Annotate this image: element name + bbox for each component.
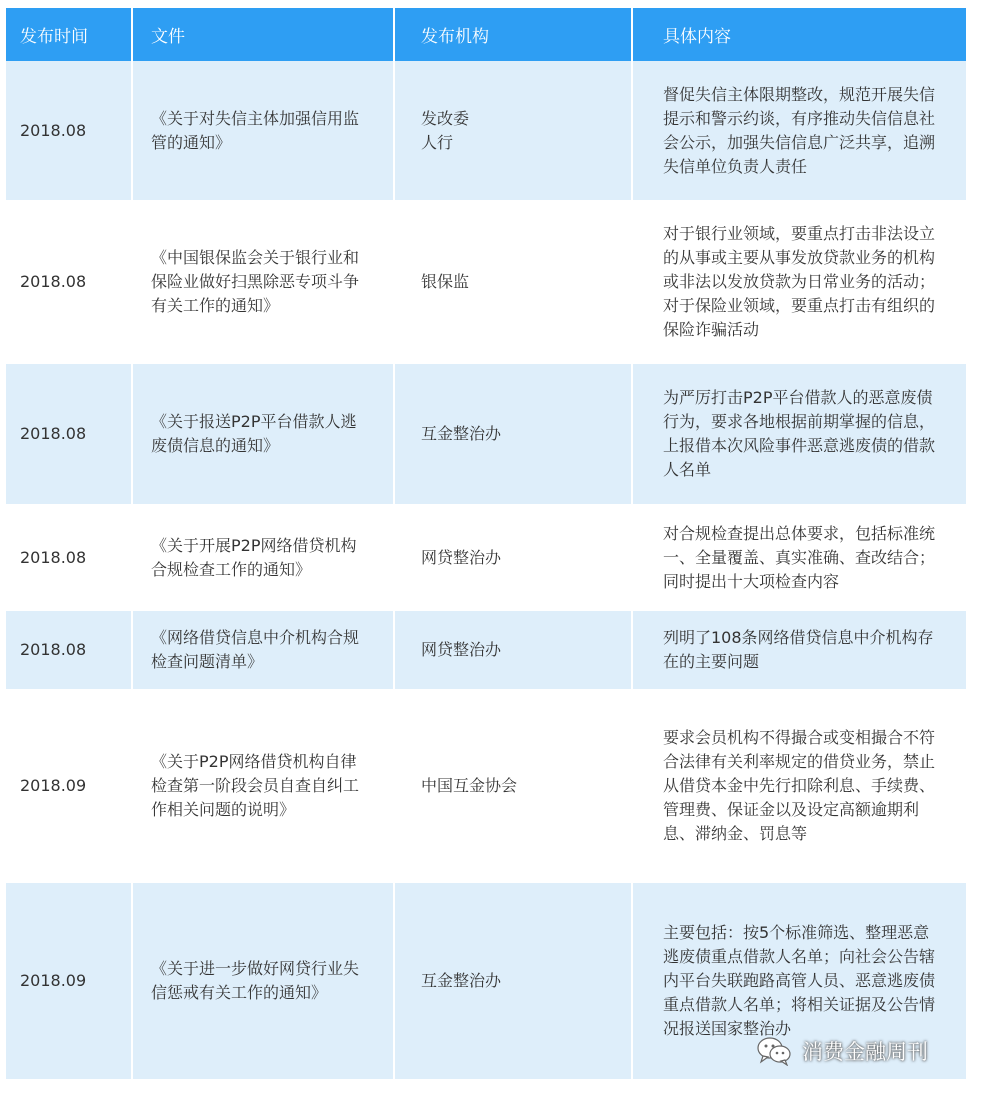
- row-content: 主要包括：按5个标准筛选、整理恶意逃废债重点借款人名单；向社会公告辖内平台失联跑路高管人员、恶意逃废债重点借款人名单；将相关证据及公告情况报送国家整治办: [632, 883, 966, 1079]
- policy-table: [6, 8, 966, 1079]
- wechat-icon: [756, 1036, 792, 1066]
- header-date: 发布时间: [6, 8, 132, 61]
- row-content: 列明了108条网络借贷信息中介机构存在的主要问题: [632, 611, 966, 689]
- row-date: 2018.09: [6, 689, 132, 883]
- row-content: 为严厉打击P2P平台借款人的恶意废债行为，要求各地根据前期掌握的信息，上报借本次风险事件恶意逃废债的借款人名单: [632, 364, 966, 504]
- watermark: [756, 1036, 928, 1066]
- header-organization: 发布机构: [394, 8, 632, 61]
- table-row: [6, 364, 966, 504]
- row-organization: 互金整治办: [394, 364, 632, 504]
- row-document: 《关于对失信主体加强信用监管的通知》: [132, 61, 394, 200]
- row-organization: 中国互金协会: [394, 689, 632, 883]
- row-organization: 发改委 人行: [394, 61, 632, 200]
- row-document: 《中国银保监会关于银行业和保险业做好扫黑除恶专项斗争有关工作的通知》: [132, 200, 394, 364]
- row-content: 督促失信主体限期整改，规范开展失信提示和警示约谈，有序推动失信信息社会公示，加强失信信息广泛共享，追溯失信单位负责人责任: [632, 61, 966, 200]
- row-date: 2018.08: [6, 504, 132, 611]
- row-date: 2018.08: [6, 61, 132, 200]
- row-document: 《关于进一步做好网贷行业失信惩戒有关工作的通知》: [132, 883, 394, 1079]
- row-document: 《网络借贷信息中介机构合规检查问题清单》: [132, 611, 394, 689]
- row-document: 《关于P2P网络借贷机构自律检查第一阶段会员自查自纠工作相关问题的说明》: [132, 689, 394, 883]
- row-organization: 网贷整治办: [394, 504, 632, 611]
- table-row: [6, 689, 966, 883]
- table-row: [6, 611, 966, 689]
- header-row: [6, 8, 966, 61]
- row-date: 2018.08: [6, 200, 132, 364]
- row-document: 《关于开展P2P网络借贷机构合规检查工作的通知》: [132, 504, 394, 611]
- table-row: [6, 504, 966, 611]
- row-organization: 互金整治办: [394, 883, 632, 1079]
- row-date: 2018.08: [6, 364, 132, 504]
- watermark-text: 消费金融周刊: [802, 1040, 928, 1064]
- row-content: 对合规检查提出总体要求，包括标准统一、全量覆盖、真实准确、查改结合；同时提出十大项检查内容: [632, 504, 966, 611]
- table-row: [6, 61, 966, 200]
- row-date: 2018.08: [6, 611, 132, 689]
- row-content: 对于银行业领域，要重点打击非法设立的从事或主要从事发放贷款业务的机构或非法以发放贷款为日常业务的活动；对于保险业领域，要重点打击有组织的保险诈骗活动: [632, 200, 966, 364]
- row-document: 《关于报送P2P平台借款人逃废债信息的通知》: [132, 364, 394, 504]
- table-header: [6, 8, 966, 61]
- row-content: 要求会员机构不得撮合或变相撮合不符合法律有关利率规定的借贷业务，禁止从借贷本金中先行扣除利息、手续费、管理费、保证金以及设定高额逾期利息、滞纳金、罚息等: [632, 689, 966, 883]
- row-date: 2018.09: [6, 883, 132, 1079]
- header-document: 文件: [132, 8, 394, 61]
- header-content: 具体内容: [632, 8, 966, 61]
- table-row: [6, 200, 966, 364]
- table-body: [6, 61, 966, 1079]
- row-organization: 网贷整治办: [394, 611, 632, 689]
- row-organization: 银保监: [394, 200, 632, 364]
